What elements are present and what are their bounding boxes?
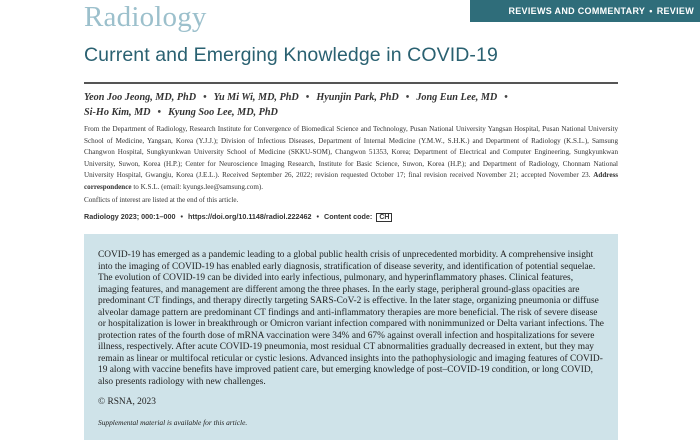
author-separator: • bbox=[203, 92, 207, 103]
journal-reference: Radiology 2023; 000:1–000 bbox=[84, 212, 176, 221]
citation-bullet: • bbox=[180, 212, 184, 221]
author-separator: • bbox=[157, 107, 162, 118]
author-list bbox=[84, 90, 604, 120]
conflicts-of-interest: Conflicts of interest are listed at the end of this article. bbox=[84, 196, 239, 204]
doi-link[interactable]: https://doi.org/10.1148/radiol.222462 bbox=[188, 212, 312, 221]
author: Kyung Soo Lee, MD, PhD bbox=[168, 107, 278, 118]
author-separator: • bbox=[504, 92, 508, 103]
abstract-box bbox=[84, 234, 618, 440]
affiliations-text: From the Department of Radiology, Research Institute for Convergence of Biomedical Science and Technology, Pusan National University Yangsan Hospital, Pusan National University School of Medicine, Yangsan, Korea (Y.J.J.); Division of Infectious Diseases, Department of Internal Medicine (Y.M.W., S.H.K.) and Department of Radiology (K.S.L.), Samsung Changwon Hospital, Sungkyunkwan University School of Medicine (SKKU-SOM), Changwon 51353, Korea; Department of Electrical and Computer Engineering, Sungkyunkwan University, Suwon, Korea (H.P.); Center for Neuroscience Imaging Research, Institute for Basic Science, Suwon, Korea (H.P.); and Department of Radiology, Chonnam National University Hospital, Gwangju, Korea (J.E.L.). Received September 26, 2022; revision requested October 17; final revision received November 21; accepted November 23. bbox=[84, 125, 618, 180]
section-category: REVIEWS AND COMMENTARY bbox=[508, 6, 646, 16]
section-type: REVIEW bbox=[656, 6, 694, 16]
correspondence-text: to K.S.L. (email: kyungs.lee@samsung.com). bbox=[131, 182, 263, 191]
section-separator: • bbox=[649, 6, 653, 16]
affiliations bbox=[84, 124, 618, 194]
author: Hyunjin Park, PhD bbox=[316, 92, 399, 103]
citation-bullet: • bbox=[316, 212, 319, 221]
author: Jong Eun Lee, MD bbox=[416, 92, 498, 103]
copyright-notice: © RSNA, 2023 bbox=[98, 396, 156, 407]
journal-logo: Radiology bbox=[84, 1, 207, 33]
author: Yeon Joo Jeong, MD, PhD bbox=[84, 92, 197, 103]
citation-line bbox=[84, 212, 392, 222]
author-separator: • bbox=[405, 92, 410, 103]
title-divider bbox=[84, 82, 618, 84]
content-code-label: Content code: bbox=[324, 212, 373, 221]
section-banner bbox=[470, 0, 700, 22]
supplemental-note: Supplemental material is available for this article. bbox=[98, 418, 248, 428]
article-title: Current and Emerging Knowledge in COVID-19 bbox=[84, 44, 498, 66]
author-separator: • bbox=[305, 92, 310, 103]
content-code-badge: CH bbox=[376, 213, 392, 222]
abstract-text: COVID-19 has emerged as a pandemic leading to a global public health crisis of unprecedented morbidity. A comprehensive insight into the imaging of COVID-19 has enabled early diagnosis, stratification of disease severity, and identification of potential sequelae. The evolution of COVID-19 can be divided into early infectious, pulmonary, and hyperinflammatory phases. Clinical features, imaging features, and management are different among the three phases. In the early stage, peripheral ground-glass opacities are predominant CT findings, and therapy directly targeting SARS-CoV-2 is effective. In the later stage, organizing pneumonia or diffuse alveolar damage pattern are predominant CT findings and anti-inflammatory therapies are more beneficial. The risk of severe disease or hospitalization is lower in breakthrough or Omicron variant infection compared with nonimmunized or Delta variant infections. The protection rates of the fourth dose of mRNA vaccination were 34% and 67% against overall infection and hospitalizations for severe illness, respectively. After acute COVID-19 pneumonia, most residual CT abnormalities gradually decreased in extent, but they may remain as linear or multifocal reticular or cystic lesions. Advanced insights into the pathophysiologic and imaging features of COVID-19 along with vaccine benefits have improved patient care, but emerging knowledge of post–COVID-19 condition, or long COVID, also presents radiology with new challenges. bbox=[98, 250, 604, 388]
author: Yu Mi Wi, MD, PhD bbox=[213, 92, 299, 103]
correspondence-label: Address correspondence bbox=[84, 171, 618, 191]
author: Si-Ho Kim, MD bbox=[84, 107, 151, 118]
